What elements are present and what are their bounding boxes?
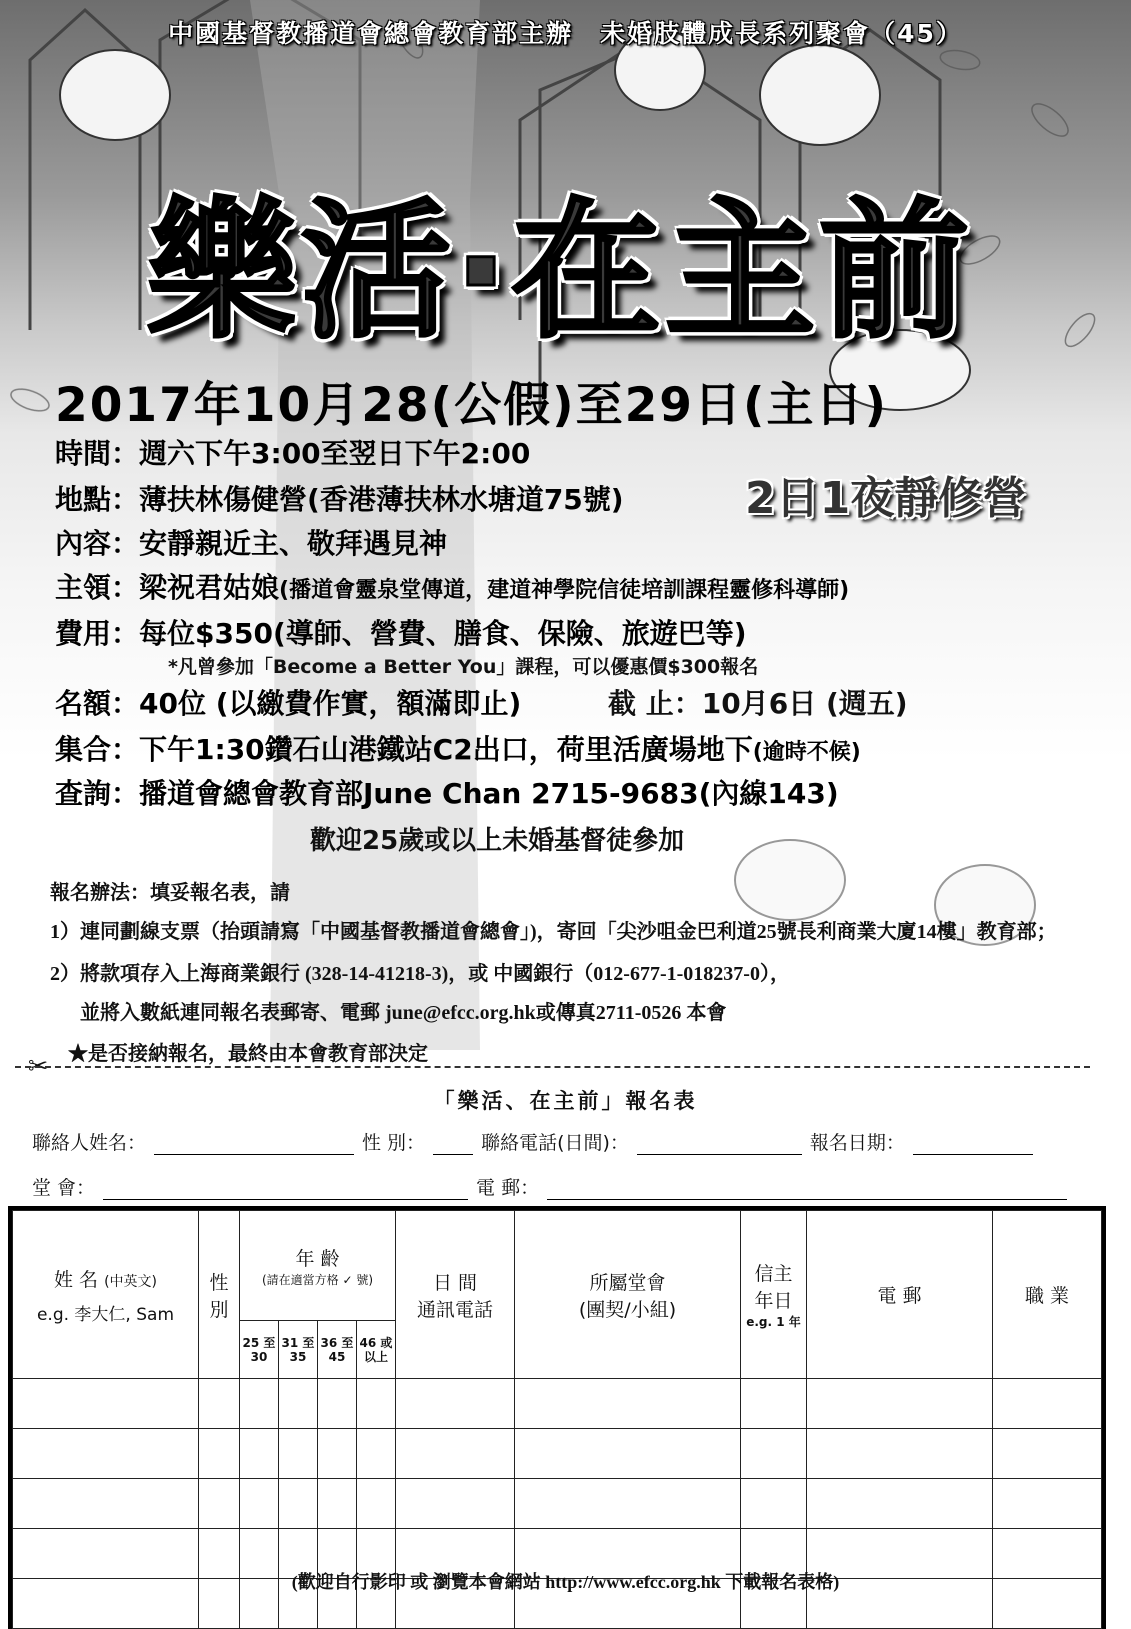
entry-cell[interactable] (318, 1379, 357, 1429)
entry-cell[interactable] (515, 1429, 741, 1479)
entry-cell[interactable] (515, 1479, 741, 1529)
speaker-value: 梁祝君姑娘 (139, 571, 280, 604)
phone-field[interactable] (637, 1134, 802, 1155)
speaker-label: 主領： (55, 571, 140, 604)
col-sex-label: 性 (209, 1271, 229, 1294)
gather-label: 集合： (55, 733, 140, 766)
col-faith-header (741, 1211, 807, 1379)
entry-cell[interactable] (396, 1429, 515, 1479)
col-faith-label: 信主 (754, 1263, 793, 1285)
info-quota (55, 682, 521, 722)
entry-cell[interactable] (13, 1429, 199, 1479)
registration-intro: 報名辦法：填妥報名表，請 (50, 882, 290, 904)
registration-step-2b: 並將入數紙連同報名表郵寄、電郵 june@efcc.org.hk或傳真2711-0526 本會 (80, 1002, 727, 1024)
footer-note: (歡迎自行影印 或 瀏覽本會網站 http://www.efcc.org.hk 下載報名表格) (291, 1572, 840, 1592)
entry-cell[interactable] (741, 1479, 807, 1529)
entry-cell[interactable] (240, 1379, 279, 1429)
info-time (55, 432, 530, 472)
col-name-header (13, 1211, 199, 1379)
table-row (13, 1429, 1102, 1479)
col-sex-header (199, 1211, 240, 1379)
entry-cell[interactable] (13, 1379, 199, 1429)
info-enquiry (55, 772, 839, 812)
event-date: 2017年10月28(公假)至29日(主日) (55, 378, 888, 433)
gender-field[interactable] (433, 1134, 473, 1155)
col-age-36-45: 36 至 45 (318, 1321, 357, 1379)
col-age-note: (請在適當方格 ✓ 號) (261, 1272, 374, 1287)
col-sex-label-2: 別 (209, 1298, 229, 1321)
enquiry-value: 播道會總會教育部June Chan 2715-9683(內線143) (139, 777, 839, 810)
scissors-icon: ✂ (28, 1052, 49, 1080)
reg-date-label: 報名日期： (809, 1132, 905, 1154)
fee-value: 每位$350(導師、營費、膳食、保險、旅遊巴等) (139, 617, 747, 650)
col-church-label: 所屬堂會 (589, 1271, 666, 1294)
quota-label: 名額： (55, 687, 140, 720)
col-daytime-label-2: 通訊電話 (416, 1298, 493, 1321)
entry-cell[interactable] (807, 1479, 993, 1529)
entry-cell[interactable] (396, 1379, 515, 1429)
speaker-note: (播道會靈泉堂傳道，建道神學院信徒培訓課程靈修科導師) (279, 578, 850, 603)
registration-table (12, 1210, 1102, 1629)
info-gather (55, 728, 861, 768)
info-fee (55, 612, 747, 652)
col-age-label: 年 齡 (295, 1247, 340, 1270)
col-name-label: 姓 名 (53, 1268, 99, 1291)
col-church-header (515, 1211, 741, 1379)
place-label: 地點： (55, 483, 140, 516)
organizer-header: 中國基督教播道會總會教育部主辦 未婚肢體成長系列聚會（45） (168, 19, 963, 48)
cut-line (15, 1066, 1090, 1068)
entry-cell[interactable] (357, 1429, 396, 1479)
gather-value: 下午1:30鑽石山港鐵站C2出口，荷里活廣場地下 (139, 733, 753, 766)
entry-cell[interactable] (240, 1429, 279, 1479)
entry-cell[interactable] (807, 1379, 993, 1429)
time-label: 時間： (55, 437, 140, 470)
entry-cell[interactable] (993, 1429, 1102, 1479)
info-place (55, 478, 624, 518)
entry-cell[interactable] (741, 1379, 807, 1429)
col-name-example: e.g. 李大仁, Sam (36, 1304, 175, 1325)
entry-cell[interactable] (199, 1429, 240, 1479)
entry-cell[interactable] (396, 1479, 515, 1529)
registration-step-1: 1）連同劃線支票（抬頭請寫「中國基督教播道會總會」)，寄回「尖沙咀金巴利道25號長利商業大廈14樓」教育部； (50, 921, 1057, 943)
entry-cell[interactable] (741, 1429, 807, 1479)
table-row (13, 1479, 1102, 1529)
entry-cell[interactable] (807, 1429, 993, 1479)
entry-cell[interactable] (279, 1379, 318, 1429)
content-value: 安靜親近主、敬拜遇見神 (139, 527, 448, 560)
fee-label: 費用： (55, 617, 140, 650)
discount-note: *凡曾參加「Become a Better You」課程，可以優惠價$300報名 (168, 656, 759, 678)
col-faith-example: e.g. 1 年 (746, 1315, 801, 1329)
col-job-header: 職 業 (993, 1211, 1102, 1379)
entry-cell[interactable] (240, 1479, 279, 1529)
col-age-25-30: 25 至 30 (240, 1321, 279, 1379)
entry-cell[interactable] (199, 1479, 240, 1529)
registration-note: ★是否接納報名，最終由本會教育部決定 (68, 1043, 428, 1065)
time-value: 週六下午3:00至翌日下午2:00 (139, 437, 531, 470)
contact-name-label: 聯絡人姓名： (32, 1132, 147, 1154)
col-age-header (240, 1211, 396, 1321)
col-faith-label-2: 年日 (754, 1290, 793, 1312)
info-content (55, 522, 447, 562)
quota-value: 40位 (以繳費作實，額滿即止) (139, 687, 522, 720)
form-title: 「樂活、在主前」報名表 (433, 1089, 698, 1113)
col-email-header: 電 郵 (807, 1211, 993, 1379)
contact-name-field[interactable] (154, 1134, 354, 1155)
reg-date-field[interactable] (913, 1134, 1033, 1155)
col-phone-header (396, 1211, 515, 1379)
email-field[interactable] (547, 1179, 1067, 1200)
church-label: 堂 會： (32, 1177, 96, 1199)
church-field[interactable] (103, 1179, 468, 1200)
event-title: 樂活‧在主前 (146, 185, 974, 359)
registration-step-2: 2）將款項存入上海商業銀行 (328-14-41218-3)，或 中國銀行（012-677-1-018237-0）， (50, 963, 790, 985)
phone-label: 聯絡電話(日間)： (481, 1132, 629, 1154)
email-label: 電 郵： (476, 1177, 540, 1199)
deadline: 截 止：10月6日 (週五) (608, 687, 908, 720)
welcome-note: 歡迎25歲或以上未婚基督徒參加 (310, 826, 685, 856)
place-value: 薄扶林傷健營(香港薄扶林水塘道75號) (139, 483, 624, 516)
table-row (13, 1379, 1102, 1429)
table-header-row (13, 1211, 1102, 1321)
entry-cell[interactable] (357, 1379, 396, 1429)
entry-cell[interactable] (515, 1379, 741, 1429)
col-name-sub: (中英文) (104, 1273, 158, 1290)
col-age-46-plus: 46 或 以上 (357, 1321, 396, 1379)
content-label: 內容： (55, 527, 140, 560)
entry-cell[interactable] (13, 1479, 199, 1529)
entry-cell[interactable] (279, 1479, 318, 1529)
entry-cell[interactable] (318, 1479, 357, 1529)
entry-cell[interactable] (279, 1429, 318, 1479)
entry-cell[interactable] (318, 1429, 357, 1479)
col-church-label-2: (團契/小組) (578, 1298, 677, 1321)
entry-cell[interactable] (993, 1479, 1102, 1529)
entry-cell[interactable] (993, 1379, 1102, 1429)
gather-note: (逾時不候) (752, 740, 861, 765)
col-daytime-label: 日 間 (432, 1271, 478, 1294)
contact-row (32, 1128, 1041, 1155)
gender-label: 性 別： (362, 1132, 426, 1154)
retreat-badge: 2日1夜靜修營 (745, 473, 1027, 524)
col-age-31-35: 31 至 35 (279, 1321, 318, 1379)
entry-cell[interactable] (199, 1379, 240, 1429)
entry-cell[interactable] (357, 1479, 396, 1529)
church-row (32, 1173, 1075, 1200)
info-speaker (55, 566, 849, 606)
enquiry-label: 查詢： (55, 777, 140, 810)
